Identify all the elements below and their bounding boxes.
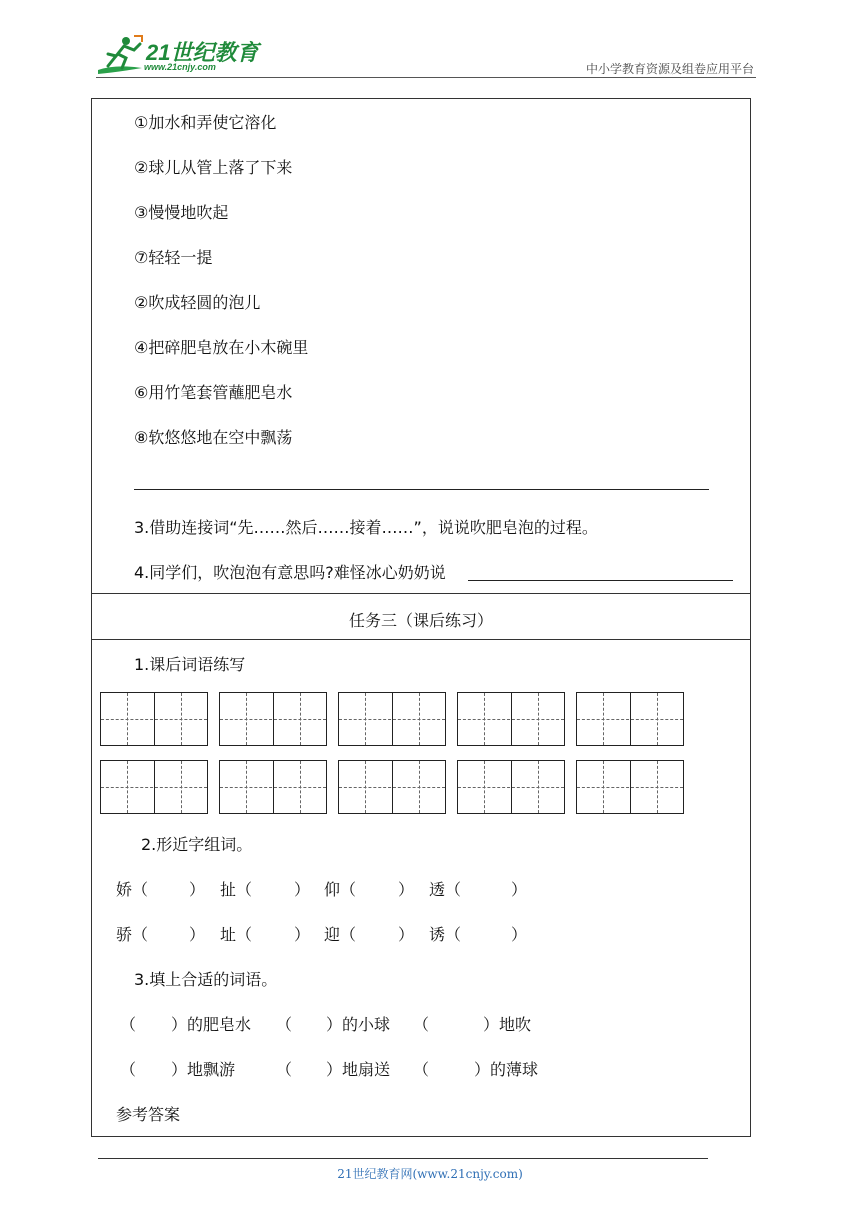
char-item: 扯（ — [220, 880, 253, 899]
logo — [96, 34, 266, 76]
page-header — [0, 0, 860, 80]
fill-paren: （ — [413, 1060, 430, 1079]
char-paren: ） — [294, 880, 311, 899]
char-item: 仰（ — [324, 880, 357, 899]
fill-item: ）的薄球 — [474, 1060, 539, 1079]
task-title: 任务三（课后练习） — [348, 611, 493, 630]
writing-grid[interactable] — [576, 760, 684, 814]
fill-item: ）地飘游 — [171, 1060, 236, 1079]
char-item: 娇（ — [116, 880, 149, 899]
char-item: 迎（ — [324, 925, 357, 944]
list-item: ⑥用竹笔套管蘸肥皂水 — [134, 383, 293, 402]
header-divider — [96, 77, 756, 78]
list-item: ⑧软悠悠地在空中飘荡 — [134, 428, 293, 447]
fill-item: ）的小球 — [326, 1015, 391, 1034]
fill-item: ）的肥皂水 — [171, 1015, 252, 1034]
answer-line[interactable] — [134, 489, 709, 490]
task-q2: 2.形近字组词。 — [141, 835, 253, 854]
header-platform-text: 中小学教育资源及组卷应用平台 — [585, 62, 754, 76]
fill-item: ）地吹 — [483, 1015, 532, 1034]
char-paren: ） — [189, 880, 206, 899]
list-item: ⑦轻轻一提 — [134, 248, 213, 267]
fill-paren: （ — [276, 1015, 293, 1034]
char-paren: ） — [398, 925, 415, 944]
fill-paren: （ — [276, 1060, 293, 1079]
fill-paren: （ — [413, 1015, 430, 1034]
question-4: 4.同学们，吹泡泡有意思吗?难怪冰心奶奶说 — [134, 563, 446, 582]
footer-link[interactable]: 21世纪教育网(www.21cnjy.com) — [337, 1167, 523, 1181]
list-item: ②球儿从管上落了下来 — [134, 158, 293, 177]
char-item: 址（ — [220, 925, 253, 944]
writing-grid[interactable] — [576, 692, 684, 746]
reference-answers-heading: 参考答案 — [116, 1105, 181, 1124]
list-item: ③慢慢地吹起 — [134, 203, 229, 222]
writing-grid[interactable] — [457, 760, 565, 814]
list-item: ④把碎肥皂放在小木碗里 — [134, 338, 309, 357]
writing-grid[interactable] — [219, 692, 327, 746]
char-paren: ） — [511, 880, 528, 899]
char-item: 透（ — [429, 880, 462, 899]
fill-paren: （ — [120, 1060, 137, 1079]
list-item: ①加水和弄使它溶化 — [134, 113, 277, 132]
fill-paren: （ — [120, 1015, 137, 1034]
writing-grid[interactable] — [457, 692, 565, 746]
writing-grid[interactable] — [219, 760, 327, 814]
question-3: 3.借助连接词“先……然后……接着……”，说说吹肥皂泡的过程。 — [134, 518, 598, 537]
footer-divider — [98, 1158, 708, 1159]
char-paren: ） — [189, 925, 206, 944]
list-item: ②吹成轻圆的泡儿 — [134, 293, 261, 312]
writing-grid[interactable] — [338, 692, 446, 746]
writing-grid[interactable] — [338, 760, 446, 814]
logo-url: www.21cnjy.com — [144, 62, 216, 72]
runner-logo-icon — [96, 34, 146, 76]
char-paren: ） — [294, 925, 311, 944]
logo-text: 21世纪教育 — [146, 40, 259, 65]
char-paren: ） — [398, 880, 415, 899]
char-paren: ） — [511, 925, 528, 944]
task-q3: 3.填上合适的词语。 — [134, 970, 278, 989]
writing-grid[interactable] — [100, 692, 208, 746]
task-q1: 1.课后词语练写 — [134, 655, 246, 674]
fill-item: ）地扇送 — [326, 1060, 391, 1079]
writing-grid[interactable] — [100, 760, 208, 814]
char-item: 诱（ — [429, 925, 462, 944]
char-item: 骄（ — [116, 925, 149, 944]
answer-blank[interactable] — [468, 580, 733, 581]
